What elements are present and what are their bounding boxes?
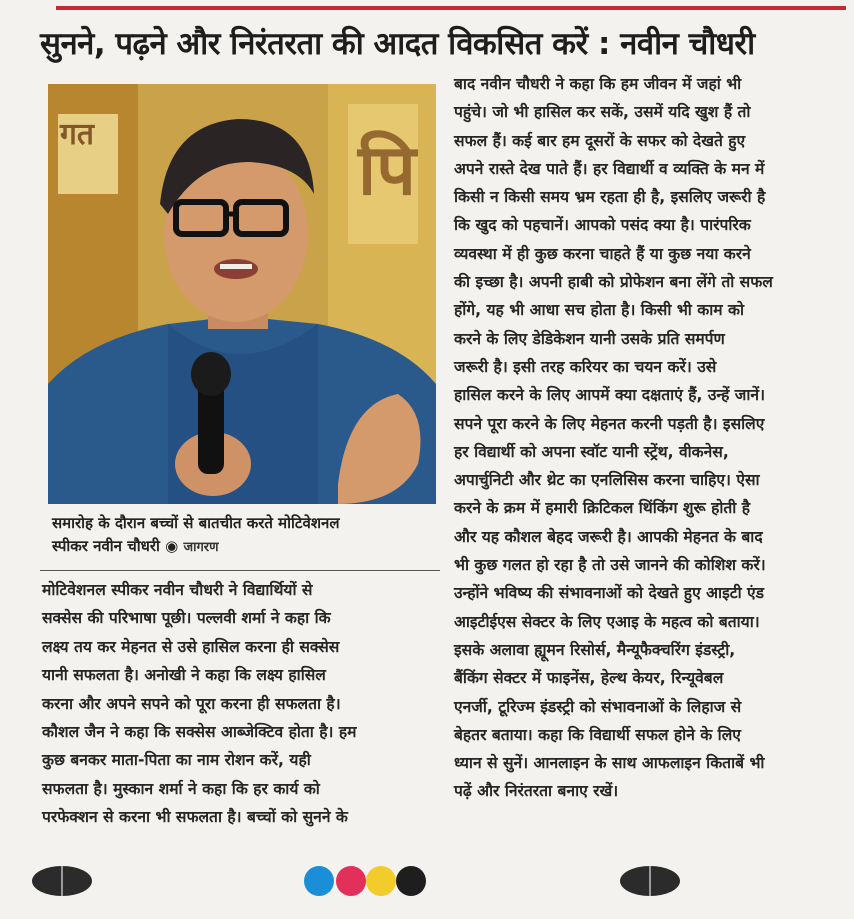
text-line: करना और अपने सपने को पूरा करना ही सफलता है। <box>42 694 341 713</box>
text-line: परफेक्शन से करना भी सफलता है। बच्चों को सुनने के <box>42 808 348 827</box>
text-line: हर विद्यार्थी को अपना स्वॉट यानी स्ट्रेंथ, वीकनेस, <box>454 442 729 461</box>
photo-credit: जागरण <box>183 540 219 555</box>
cmyk-magenta-dot <box>336 866 366 896</box>
text-line: व्यवस्था में ही कुछ करना चाहते हैं या कुछ नया करने <box>454 244 751 263</box>
text-line: कि खुद को पहचानें। आपको पसंद क्या है। पारंपरिक <box>454 216 751 235</box>
text-line: करने के लिए डेडिकेशन यानी उसके प्रति समर्पण <box>454 329 725 348</box>
text-line: इसके अलावा ह्यूमन रिसोर्स, मैन्यूफैक्चरिंग इंडस्ट्री, <box>454 640 736 659</box>
text-line: लक्ष्य तय कर मेहनत से उसे हासिल करना ही सक्सेस <box>42 637 340 656</box>
text-line: एनर्जी, टूरिज्म इंडस्ट्री को संभावनाओं के लिहाज से <box>454 697 742 716</box>
text-line: पढ़ें और निरंतरता बनाए रखें। <box>454 782 619 801</box>
column-divider <box>40 570 440 571</box>
text-line: पहुंचे। जो भी हासिल कर सकें, उसमें यदि खुश हैं तो <box>454 103 751 122</box>
cmyk-cyan-dot <box>304 866 334 896</box>
header-rule <box>56 6 846 10</box>
text-line: सपने पूरा करने के लिए मेहनत करनी पड़ती है। इसलिए <box>454 414 765 433</box>
text-line: की इच्छा है। अपनी हाबी को प्रोफेशन बना लेंगे तो सफल <box>454 273 773 292</box>
headline: सुनने, पढ़ने और निरंतरता की आदत विकसित करें : नवीन चौधरी <box>40 26 755 62</box>
article-body-right <box>454 70 846 806</box>
svg-text:गत: गत <box>60 117 94 152</box>
text-line: कौशल जैन ने कहा कि सक्सेस आब्जेक्टिव होता है। हम <box>42 723 357 742</box>
speaker-photo <box>48 84 436 504</box>
text-line: किसी न किसी समय भ्रम रहता ही है, इसलिए जरूरी है <box>454 188 766 207</box>
text-line: भी कुछ गलत हो रहा है तो उसे जानने की कोशिश करें। <box>454 556 766 575</box>
article-body-left <box>42 576 434 832</box>
text-line: बैंकिंग सेक्टर में फाइनेंस, हेल्थ केयर, रिन्यूवेबल <box>454 669 724 688</box>
text-line: और यह कौशल बेहद जरूरी है। आपकी मेहनत के बाद <box>454 527 763 546</box>
caption-line: समारोह के दौरान बच्चों से बातचीत करते मोटिवेशनल <box>52 514 340 532</box>
text-line: होंगे, यह भी आधा सच होता है। किसी भी काम को <box>454 301 745 320</box>
text-line: हासिल करने के लिए आपमें क्या दक्षताएं हैं, उन्हें जानें। <box>454 386 765 405</box>
text-line: उन्होंने भविष्य की संभावनाओं को देखते हुए आइटी एंड <box>454 584 765 603</box>
text-line: सफल हैं। कई बार हम दूसरों के सफर को देखते हुए <box>454 131 746 150</box>
text-line: कुछ बनकर माता-पिता का नाम रोशन करें, यही <box>42 751 311 770</box>
photo-caption <box>52 512 436 559</box>
text-line: आइटीईएस सेक्टर के लिए एआइ के महत्व को बताया। <box>454 612 760 631</box>
text-line: जरूरी है। इसी तरह करियर का चयन करें। उसे <box>454 357 717 376</box>
text-line: यानी सफलता है। अनोखी ने कहा कि लक्ष्य हासिल <box>42 666 326 685</box>
registration-mark-left <box>32 866 92 896</box>
camera-icon: ◉ <box>165 537 179 555</box>
text-line: करने के क्रम में हमारी क्रिटिकल थिंकिंग शुरू होती है <box>454 499 751 518</box>
caption-line-text: स्पीकर नवीन चौधरी <box>52 537 160 555</box>
cmyk-black-dot <box>396 866 426 896</box>
text-line: बाद नवीन चौधरी ने कहा कि हम जीवन में जहां भी <box>454 75 742 93</box>
text-line: अपार्चुनिटी और थ्रेट का एनलिसिस करना चाहिए। ऐसा <box>454 471 760 490</box>
registration-mark-right <box>620 866 680 896</box>
text-line: ध्यान से सुनें। आनलाइन के साथ आफलाइन किताबें भी <box>454 754 765 773</box>
text-line: सक्सेस की परिभाषा पूछी। पल्लवी शर्मा ने कहा कि <box>42 609 331 628</box>
cmyk-yellow-dot <box>366 866 396 896</box>
text-line: मोटिवेशनल स्पीकर नवीन चौधरी ने विद्यार्थियों से <box>42 581 313 599</box>
text-line: बेहतर बताया। कहा कि विद्यार्थी सफल होने के लिए <box>454 725 741 744</box>
text-line: सफलता है। मुस्कान शर्मा ने कहा कि हर कार्य को <box>42 779 320 798</box>
svg-text:पि: पि <box>358 129 416 211</box>
text-line: अपने रास्ते देख पाते हैं। हर विद्यार्थी व व्यक्ति के मन में <box>454 159 765 178</box>
caption-line <box>52 535 436 559</box>
